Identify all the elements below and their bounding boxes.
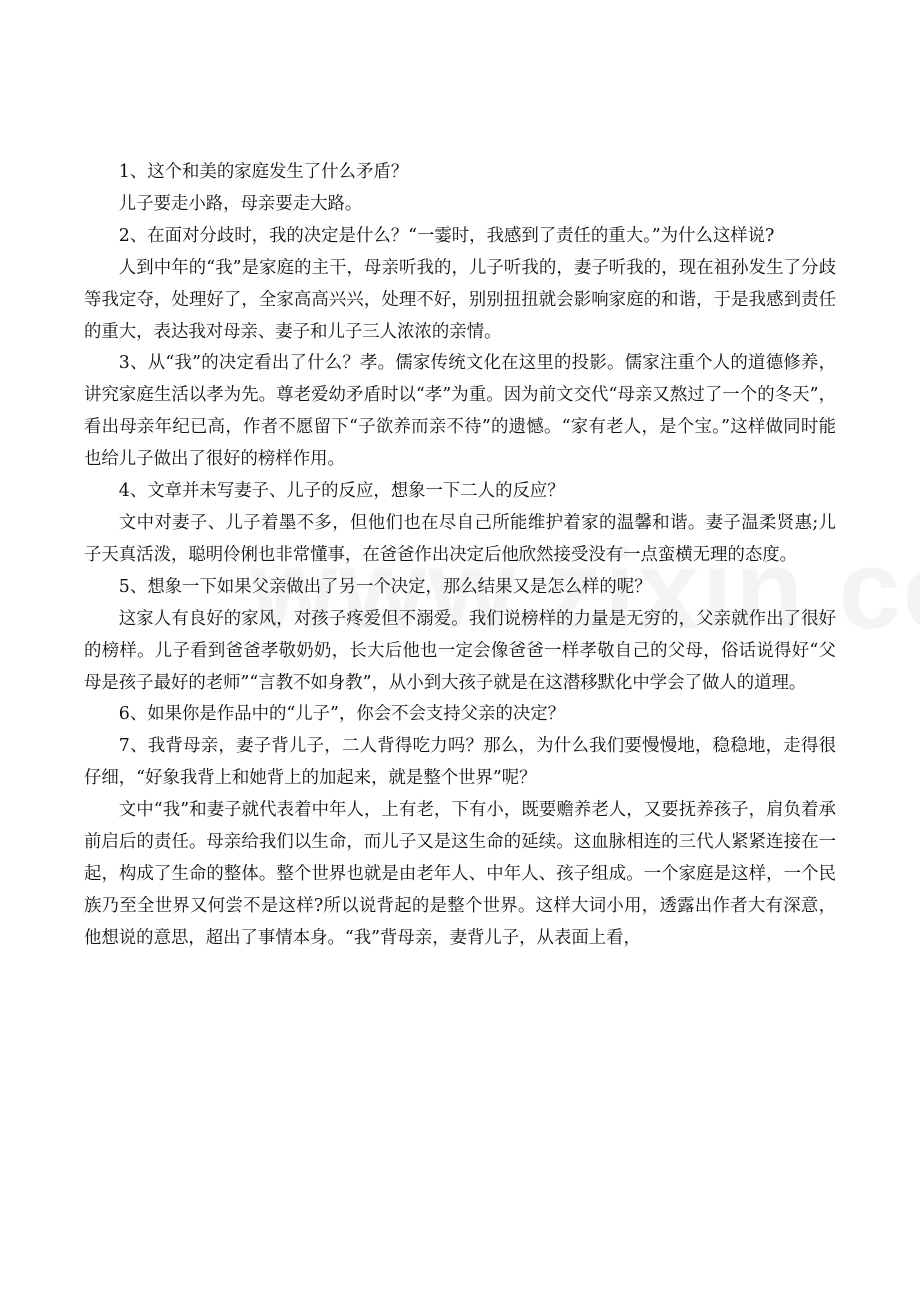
answer-7: 文中“我”和妻子就代表着中年人，上有老，下有小，既要赡养老人，又要抚养孩子，肩负着承前启后的责任。母亲给我们以生命，而儿子又是这生命的延续。这血脉相连的三代人紧紧连接在一起，构成了生命的整体。整个世界也就是由老年人、中年人、孩子组成。一个家庭是这样，一个民族乃至全世界又何尝不是这样?所以说背起的是整个世界。这样大词小用，透露出作者大有深意，他想说的意思，超出了事情本身。“我”背母亲，妻背儿子，从表面上看，	[84, 800, 836, 948]
question-1: 1、这个和美的家庭发生了什么矛盾？	[118, 162, 409, 182]
answer-5: 这家人有良好的家风，对孩子疼爱但不溺爱。我们说榜样的力量是无穷的，父亲就作出了很好的榜样。儿子看到爸爸孝敬奶奶，长大后他也一定会像爸爸一样孝敬自己的父母，俗话说得好“父母是孩子最好的老师”“言教不如身教”，从小到大孩子就是在这潜移默化中学会了做人的道理。	[84, 608, 836, 693]
question-6: 6、如果你是作品中的“儿子”，你会不会支持父亲的决定？	[118, 704, 566, 725]
answer-4: 文中对妻子、儿子着墨不多，但他们也在尽自己所能维护着家的温馨和谐。妻子温柔贤惠;儿子天真活泼，聪明伶俐也非常懂事，在爸爸作出决定后他欣然接受没有一点蛮横无理的态度。	[84, 512, 836, 565]
question-4: 4、文章并未写妻子、儿子的反应，想象一下二人的反应？	[118, 481, 565, 502]
answer-1: 儿子要走小路，母亲要走大路。	[118, 193, 363, 214]
question-5: 5、想象一下如果父亲做出了另一个决定，那么结果又是怎么样的呢？	[118, 576, 652, 597]
document-body	[84, 157, 836, 955]
question-7: 7、我背母亲，妻子背儿子，二人背得吃力吗？那么，为什么我们要慢慢地，稳稳地，走得很仔细，“好象我背上和她背上的加起来，就是整个世界”呢？	[84, 736, 836, 789]
answer-2: 人到中年的“我”是家庭的主干，母亲听我的，儿子听我的，妻子听我的，现在祖孙发生了分歧等我定夺，处理好了，全家高高兴兴，处理不好，别别扭扭就会影响家庭的和谐，于是我感到责任的重大，表达我对母亲、妻子和儿子三人浓浓的亲情。	[84, 257, 836, 342]
question-answer-3: 3、从“我”的决定看出了什么？孝。儒家传统文化在这里的投影。儒家注重个人的道德修养，讲究家庭生活以孝为先。尊老爱幼矛盾时以“孝”为重。因为前文交代“母亲又熬过了一个的冬天”，看出母亲年纪已高，作者不愿留下“子欲养而亲不待”的遗憾。“家有老人，是个宝。”这样做同时能也给儿子做出了很好的榜样作用。	[84, 353, 836, 470]
question-2: 2、在面对分歧时，我的决定是什么？“一霎时，我感到了责任的重大。”为什么这样说?	[118, 225, 775, 246]
